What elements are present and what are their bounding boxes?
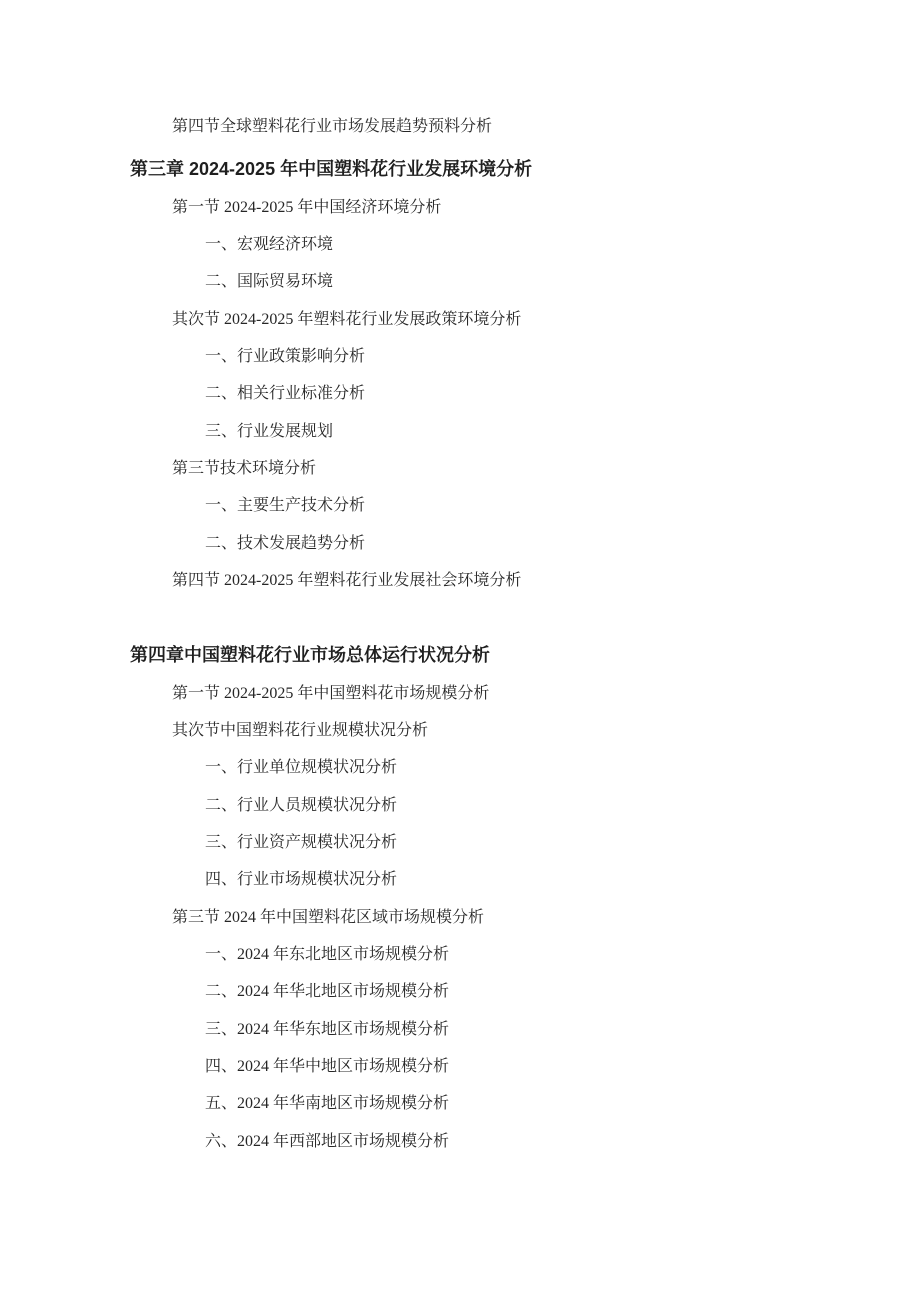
toc-entry-item: 六、2024 年西部地区市场规模分析 — [205, 1132, 450, 1150]
toc-entry-item: 一、行业单位规模状况分析 — [205, 759, 398, 777]
toc-entry-item: 三、2024 年华东地区市场规模分析 — [205, 1020, 450, 1038]
toc-entry-item: 二、相关行业标准分析 — [205, 385, 366, 403]
toc-entry-item: 二、行业人员规模状况分析 — [205, 796, 398, 814]
toc-entry-item: 四、行业市场规模状况分析 — [205, 871, 398, 889]
toc-entry-item: 二、2024 年华北地区市场规模分析 — [205, 983, 450, 1001]
toc-entry-item: 一、宏观经济环境 — [205, 235, 334, 253]
toc-entry-item: 一、主要生产技术分析 — [205, 497, 366, 515]
toc-entry-item: 三、行业资产规模状况分析 — [205, 833, 398, 851]
toc-entry-item: 一、行业政策影响分析 — [205, 347, 366, 365]
toc-entry-chapter: 第四章中国塑料花行业市场总体运行状况分析 — [130, 645, 490, 666]
toc-entry-section: 第三节技术环境分析 — [172, 459, 317, 477]
toc-entry-item: 二、国际贸易环境 — [205, 273, 334, 291]
toc-entry-section: 第四节全球塑料花行业市场发展趋势预料分析 — [172, 118, 493, 135]
toc-entry-item: 一、2024 年东北地区市场规模分析 — [205, 945, 450, 963]
toc-entry-section: 第一节 2024-2025 年中国经济环境分析 — [172, 198, 442, 216]
toc-entry-item: 三、行业发展规划 — [205, 422, 334, 440]
toc-entry-item: 五、2024 年华南地区市场规模分析 — [205, 1095, 450, 1113]
toc-entry-section: 第四节 2024-2025 年塑料花行业发展社会环境分析 — [172, 571, 522, 589]
toc-entry-chapter: 第三章 2024-2025 年中国塑料花行业发展环境分析 — [130, 159, 533, 180]
toc-entry-item: 四、2024 年华中地区市场规模分析 — [205, 1057, 450, 1075]
toc-list — [0, 108, 920, 1160]
toc-entry-item: 二、技术发展趋势分析 — [205, 534, 366, 552]
toc-entry-section: 第一节 2024-2025 年中国塑料花市场规模分析 — [172, 684, 490, 702]
toc-entry-section: 其次节 2024-2025 年塑料花行业发展政策环境分析 — [172, 310, 522, 328]
toc-entry-section: 其次节中国塑料花行业规模状况分析 — [172, 721, 429, 739]
toc-entry-section: 第三节 2024 年中国塑料花区域市场规模分析 — [172, 908, 485, 926]
